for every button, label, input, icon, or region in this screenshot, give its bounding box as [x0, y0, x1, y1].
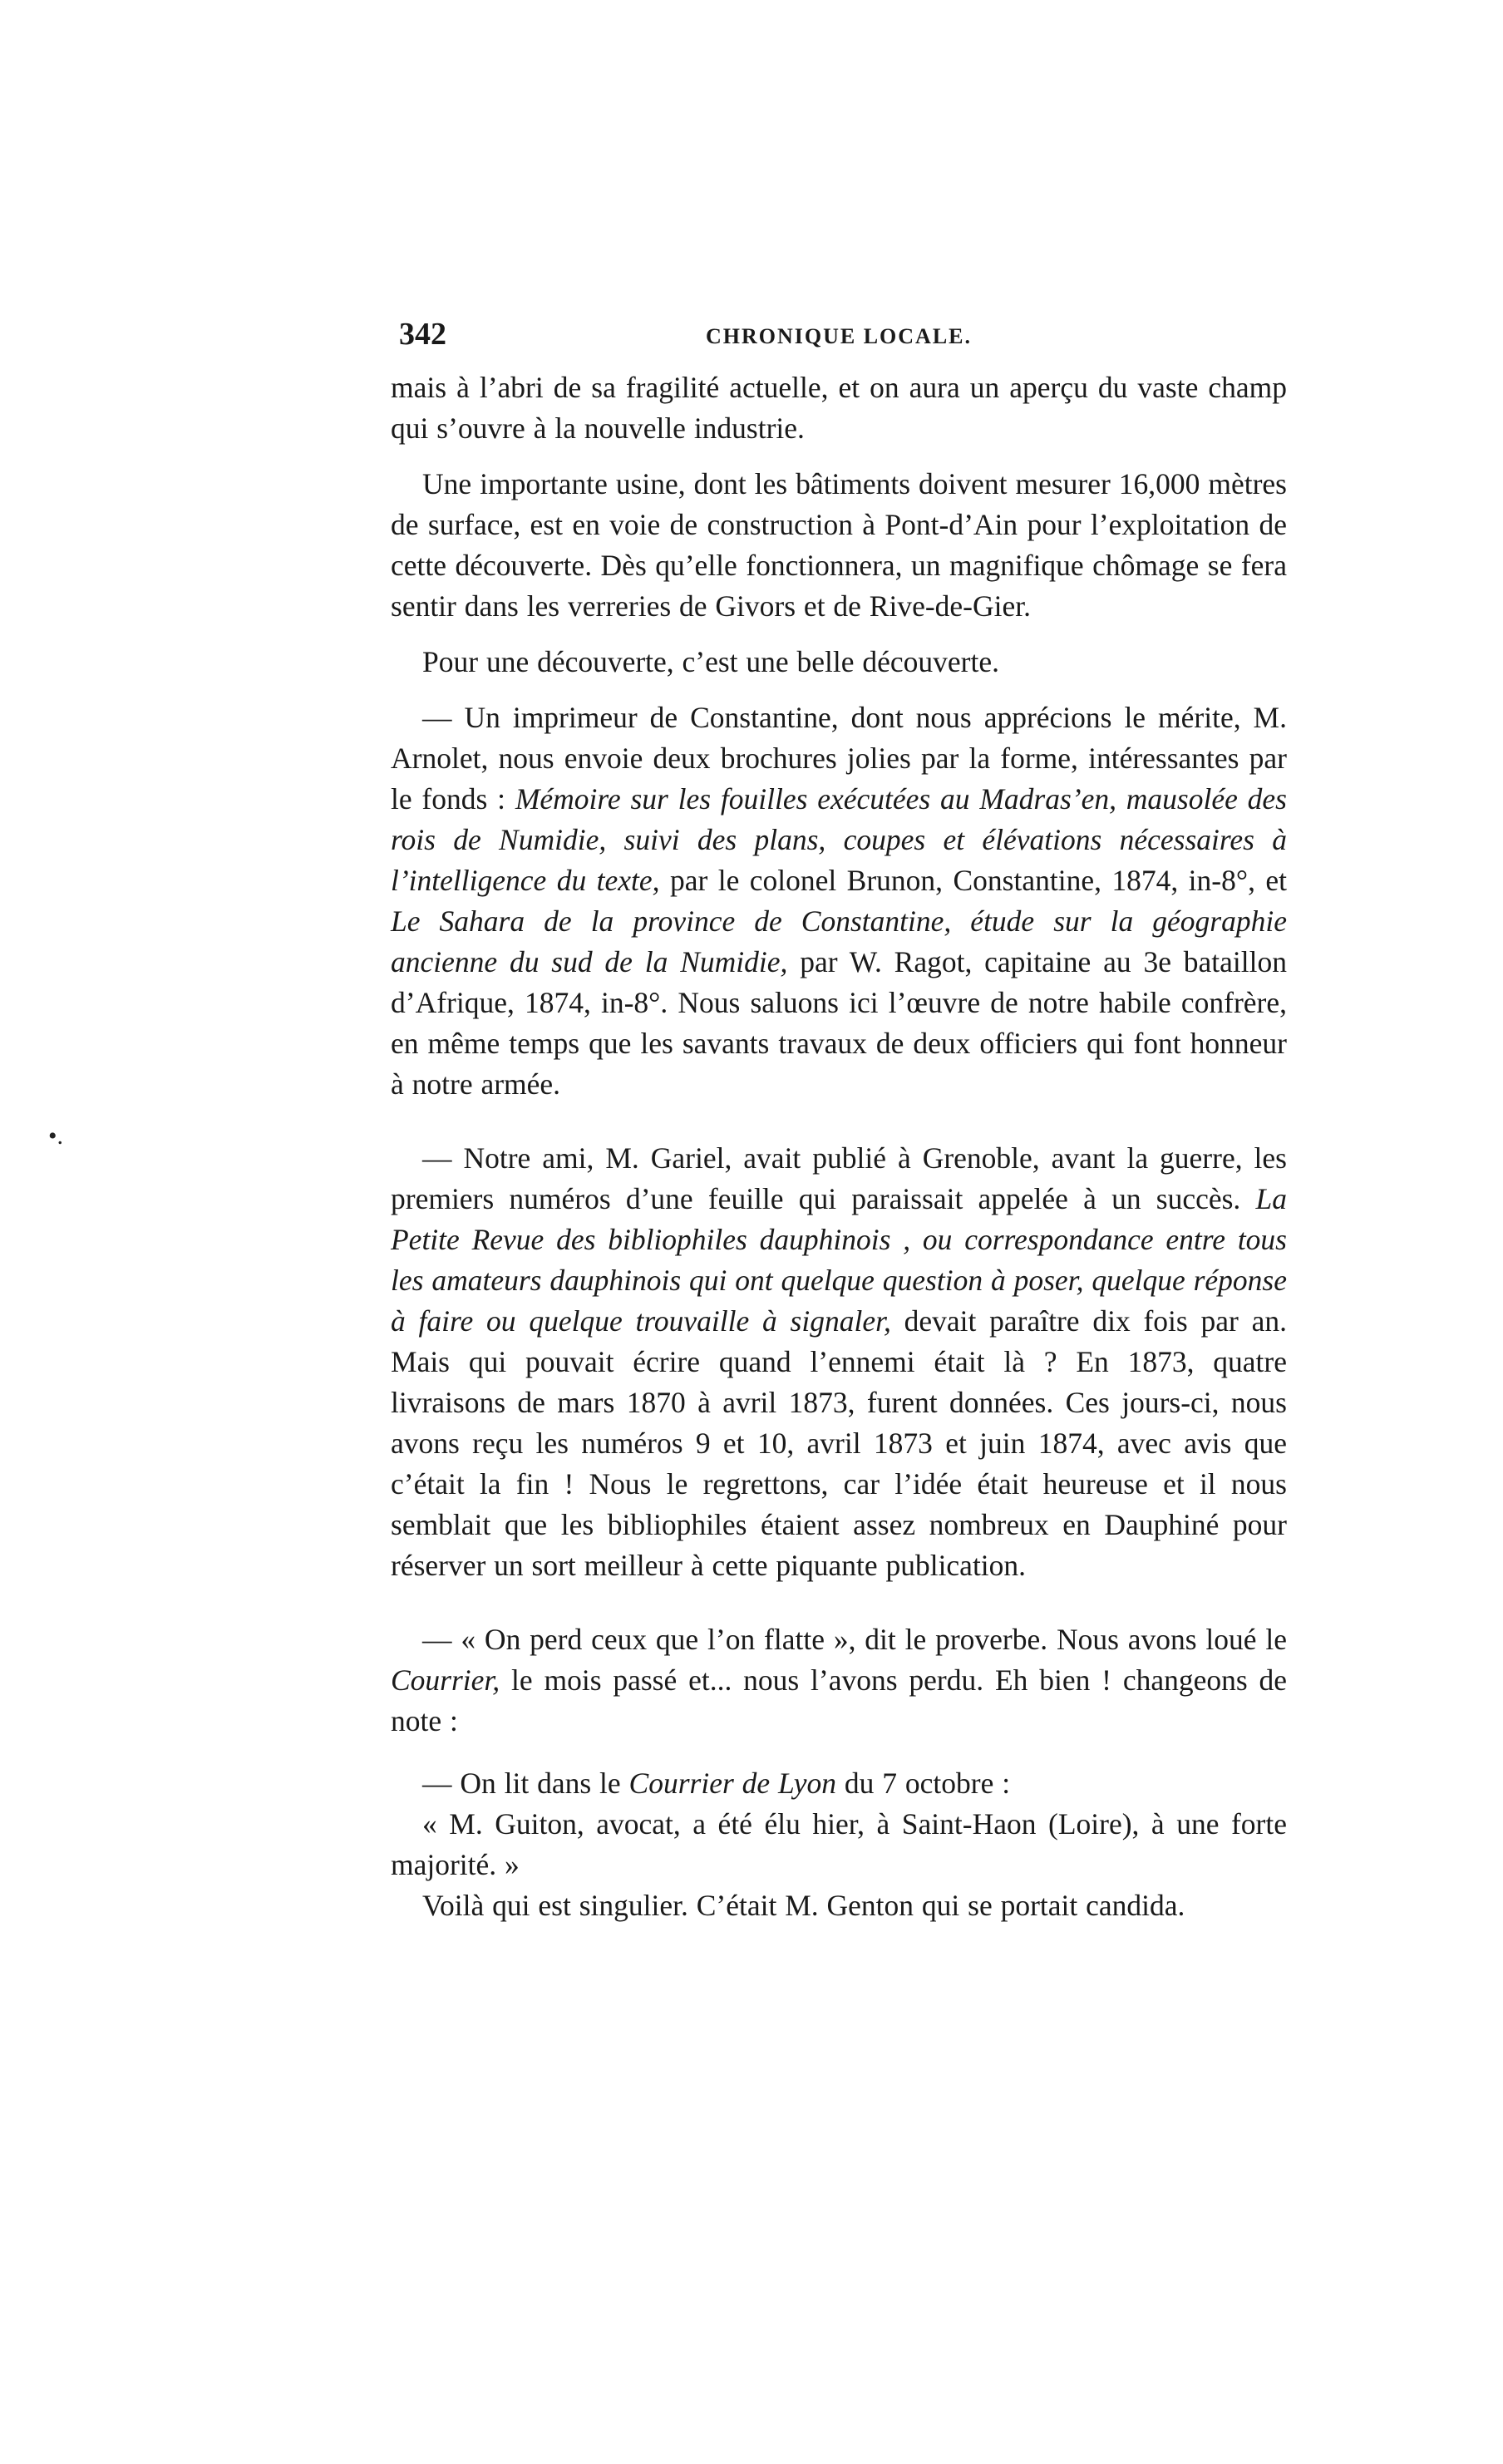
paragraph-5: [391, 1138, 1287, 1586]
italic-title: La Petite Revue des bibliophiles dauphinois , ou correspondance entre tous les amateurs dauphinois qui ont quelque question à poser, quelque réponse à faire ou quelque trouvaille à signaler,: [391, 1182, 1287, 1338]
paragraph-4: [391, 697, 1287, 1105]
text-run: — On lit dans le: [422, 1767, 629, 1800]
paragraph-3: [391, 642, 1287, 683]
text-run: — « On perd ceux que l’on flatte », dit le proverbe. Nous avons loué le: [422, 1623, 1287, 1656]
text-run: par le colonel Brunon, Constantine, 1874, in-8°, et: [659, 864, 1287, 897]
italic-title: Courrier,: [391, 1663, 500, 1697]
text-run: Une importante usine, dont les bâtiments doivent mesurer 16,000 mètres de surface, est en voie de construction à Pont-d’Ain pour l’exploitation de cette découverte. Dès qu’elle fonctionnera, un magnifique chômage se fera sentir dans les verreries de Givors et de Rive-de-Gier.: [391, 467, 1287, 623]
text-run: mais à l’abri de sa fragilité actuelle, et on aura un aperçu du vaste champ qui s’ouvre à la nouvelle industrie.: [391, 371, 1287, 445]
running-title: CHRONIQUE LOCALE.: [705, 324, 973, 348]
margin-mark: •.: [48, 1122, 64, 1150]
italic-title: Le Sahara de la province de Constantine, étude sur la géographie ancienne du sud de la Numidie,: [391, 904, 1287, 978]
paragraph-6: [391, 1619, 1287, 1742]
text-run: Pour une découverte, c’est une belle découverte.: [422, 645, 1000, 678]
text-run: — Notre ami, M. Gariel, avait publié à Grenoble, avant la guerre, les premiers numéros d’une feuille qui paraissait appelée à un succès.: [391, 1141, 1287, 1215]
text-run: « M. Guiton, avocat, a été élu hier, à Saint-Haon (Loire), à une forte majorité. »: [391, 1807, 1287, 1881]
paragraph-7: [391, 1763, 1287, 1804]
text-run: le mois passé et... nous l’avons perdu. Eh bien ! changeons de note :: [391, 1663, 1287, 1737]
page-number: 342: [399, 317, 446, 352]
text-run: devait paraître dix fois par an. Mais qui pouvait écrire quand l’ennemi était là ? En 1873, quatre livraisons de mars 1870 à avril 1873, furent données. Ces jours-ci, nous avons reçu les numéros 9 et 10, avril 1873 et juin 1874, avec avis que c’était la fin ! Nous le regrettons, car l’idée était heureuse et il nous semblait que les bibliophiles étaient assez nombreux en Dauphiné pour réserver un sort meilleur à cette piquante publication.: [391, 1304, 1288, 1582]
paragraph-9: [391, 1885, 1287, 1926]
running-head: [391, 316, 1287, 362]
italic-title: Courrier de Lyon: [628, 1767, 836, 1800]
paragraph-8: [391, 1804, 1287, 1885]
italic-title: Mémoire sur les fouilles exécutées au Madras’en, mausolée des rois de Numidie, suivi des plans, coupes et élévations nécessaires à l’intelligence du texte,: [391, 782, 1287, 897]
text-run: — Un imprimeur de Constantine, dont nous apprécions le mérite, M. Arnolet, nous envoie deux brochures jolies par la forme, intéressantes par le fonds :: [391, 701, 1287, 816]
text-run: par W. Ragot, capitaine au 3e bataillon d’Afrique, 1874, in-8°. Nous saluons ici l’œuvre de notre habile confrère, en même temps que les savants travaux de deux officiers qui font honneur à notre armée.: [391, 945, 1287, 1101]
text-run: Voilà qui est singulier. C’était M. Genton qui se portait candida.: [422, 1889, 1185, 1922]
text-run: du 7 octobre :: [836, 1767, 1011, 1800]
paragraph-2: [391, 464, 1287, 627]
paragraph-1: [391, 367, 1287, 449]
page: [391, 316, 1287, 1926]
